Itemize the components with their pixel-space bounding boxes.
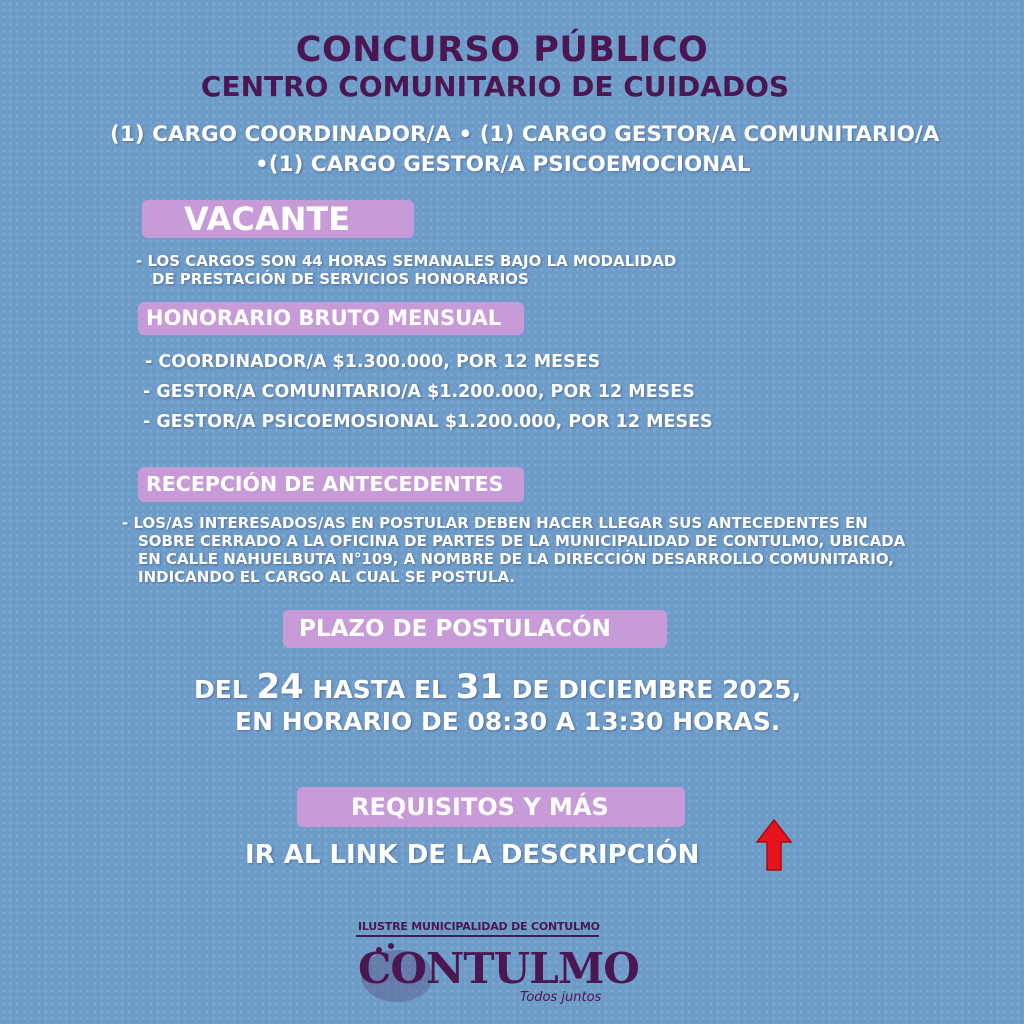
honorario-item-gestor-psicoemocional: - GESTOR/A PSICOEMOSIONAL $1.200.000, POR 12 MESES [143, 412, 713, 432]
logo-tagline: Todos juntos [520, 990, 602, 1005]
plazo-horario: EN HORARIO DE 08:30 A 13:30 HORAS. [235, 707, 781, 736]
vacante-pill [142, 200, 414, 238]
recepcion-line-3: EN CALLE NAHUELBUTA N°109, A NOMBRE DE LA DIRECCIÓN DESARROLLO COMUNITARIO, [138, 550, 894, 568]
honorario-item-coordinador: - COORDINADOR/A $1.300.000, POR 12 MESES [145, 352, 601, 372]
plazo-hasta: HASTA EL [312, 675, 447, 704]
red-up-arrow-icon [755, 818, 793, 876]
plazo-dates [194, 666, 801, 711]
plazo-month-year: DE DICIEMBRE 2025, [511, 675, 802, 704]
vacante-label: VACANTE [184, 200, 351, 238]
poster-subtitle: CENTRO COMUNITARIO DE CUIDADOS [200, 70, 790, 103]
vacante-line-2: DE PRESTACIÓN DE SERVICIOS HONORARIOS [152, 270, 529, 288]
cargos-line-1: (1) CARGO COORDINADOR/A • (1) CARGO GESTOR/A COMUNITARIO/A [110, 122, 940, 147]
plazo-day-end: 31 [455, 667, 504, 707]
plazo-day-start: 24 [256, 667, 304, 707]
recepcion-pill [138, 467, 524, 502]
link-instruction[interactable]: IR AL LINK DE LA DESCRIPCIÓN [245, 840, 700, 870]
recepcion-label: RECEPCIÓN DE ANTECEDENTES [146, 472, 504, 496]
recepcion-line-4: INDICANDO EL CARGO AL CUAL SE POSTULA. [138, 568, 516, 586]
recepcion-line-2: SOBRE CERRADO A LA OFICINA DE PARTES DE LA MUNICIPALIDAD DE CONTULMO, UBICADA [138, 532, 906, 550]
recepcion-line-1: - LOS/AS INTERESADOS/AS EN POSTULAR DEBEN HACER LLEGAR SUS ANTECEDENTES EN [122, 514, 868, 532]
plazo-del: DEL [194, 675, 248, 704]
logo-name: CONTULMO [358, 944, 639, 993]
vacante-line-1: - LOS CARGOS SON 44 HORAS SEMANALES BAJO LA MODALIDAD [136, 252, 677, 270]
honorario-label: HONORARIO BRUTO MENSUAL [146, 306, 502, 330]
honorario-pill [138, 302, 524, 335]
plazo-pill [283, 610, 667, 648]
logo-org-name: ILUSTRE MUNICIPALIDAD DE CONTULMO [358, 920, 600, 933]
cargos-line-2: •(1) CARGO GESTOR/A PSICOEMOCIONAL [255, 152, 751, 177]
requisitos-pill [297, 787, 685, 827]
poster-title: CONCURSO PÚBLICO [295, 30, 709, 70]
honorario-item-gestor-comunitario: - GESTOR/A COMUNITARIO/A $1.200.000, POR 12 MESES [143, 382, 695, 402]
logo-divider [356, 935, 599, 937]
plazo-label: PLAZO DE POSTULACÓN [299, 616, 611, 642]
requisitos-label: REQUISITOS Y MÁS [351, 793, 609, 821]
